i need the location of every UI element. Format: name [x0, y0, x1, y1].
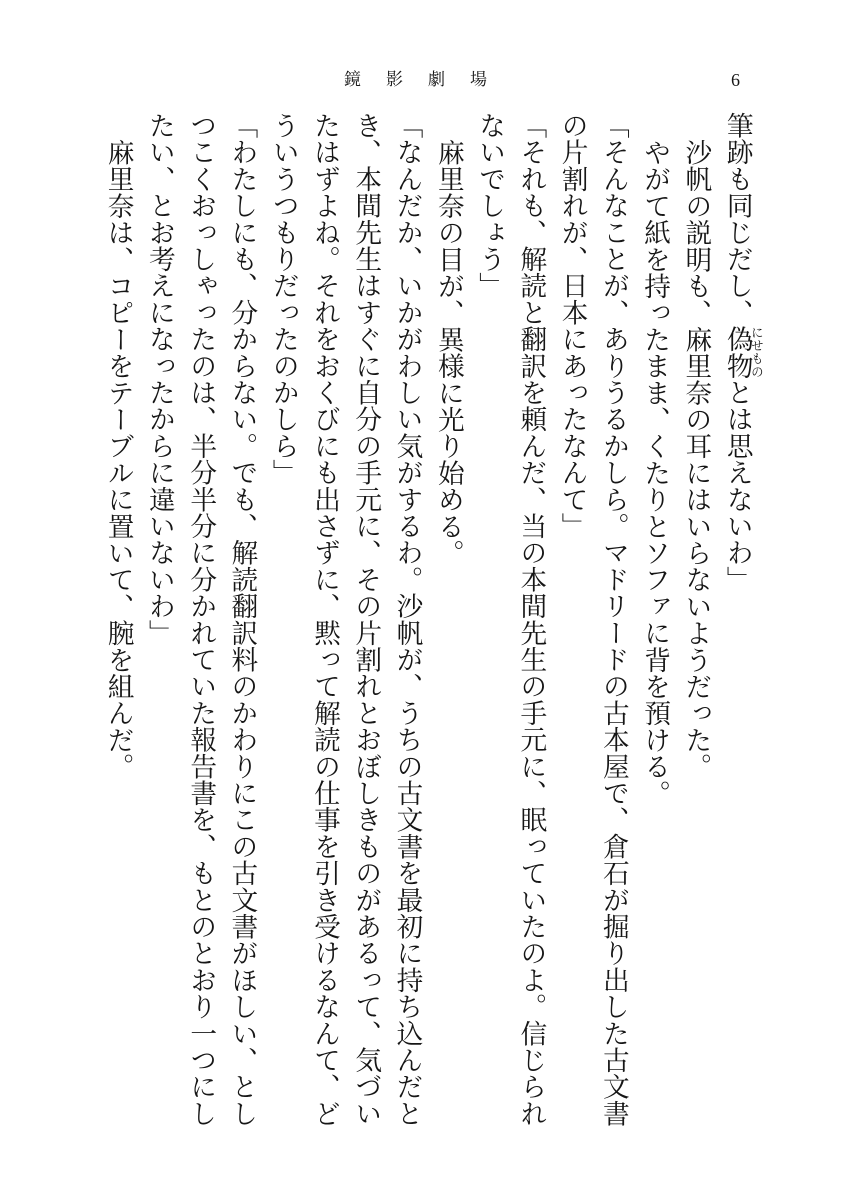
ruby-reading: にせもの: [749, 325, 765, 378]
text-line: き、本間先生はすぐに自分の手元に、その片割れとおぼしきものがあるって、気づい: [350, 112, 382, 1127]
text-line: ないでしょう」: [474, 112, 506, 299]
text-line: つこくおっしゃったのは、半分半分に分かれていた報告書を、もとのとおり一つにし: [185, 112, 217, 1127]
page-number: 6: [731, 70, 740, 90]
text-line: たい、とお考えになったからに違いないわ」: [143, 112, 175, 646]
running-title: 鏡影劇場: [344, 70, 512, 90]
text-segment: とは思えないわ」: [721, 379, 753, 593]
text-line: の片割れが、日本にあったなんて」: [556, 112, 588, 540]
text-line: 麻里奈の目が、異様に光り始める。: [432, 138, 464, 566]
text-segment: 筆跡も同じだし、: [721, 112, 753, 326]
text-line: たはずよね。それをおくびにも出さずに、黙って解読の仕事を引き受けるなんて、ど: [308, 112, 340, 1127]
text-line: 「わたしにも、分からない。でも、解読翻訳料のかわりにこの古文書がほしい、とし: [226, 112, 258, 1127]
text-line: 「そんなことが、ありうるかしら。マドリードの古本屋で、倉石が掘り出した古文書: [597, 112, 629, 1127]
text-line: [716, 112, 765, 1128]
text-line: やがて紙を持ったまま、くたりとソファに背を預ける。: [639, 138, 671, 807]
text-line: ういうつもりだったのかしら」: [267, 112, 299, 486]
text-line: 「なんだか、いかがわしい気がするわ。沙帆が、うちの古文書を最初に持ち込んだと: [391, 112, 423, 1127]
text-line: 麻里奈は、コピーをテーブルに置いて、腕を組んだ。: [102, 138, 134, 780]
text-line: 「それも、解読と翻訳を頼んだ、当の本間先生の手元に、眠っていたのよ。信じられ: [515, 112, 547, 1127]
ruby-base: 偽物: [721, 325, 753, 380]
text-line: 沙帆の説明も、麻里奈の耳にはいらないようだった。: [680, 138, 712, 780]
